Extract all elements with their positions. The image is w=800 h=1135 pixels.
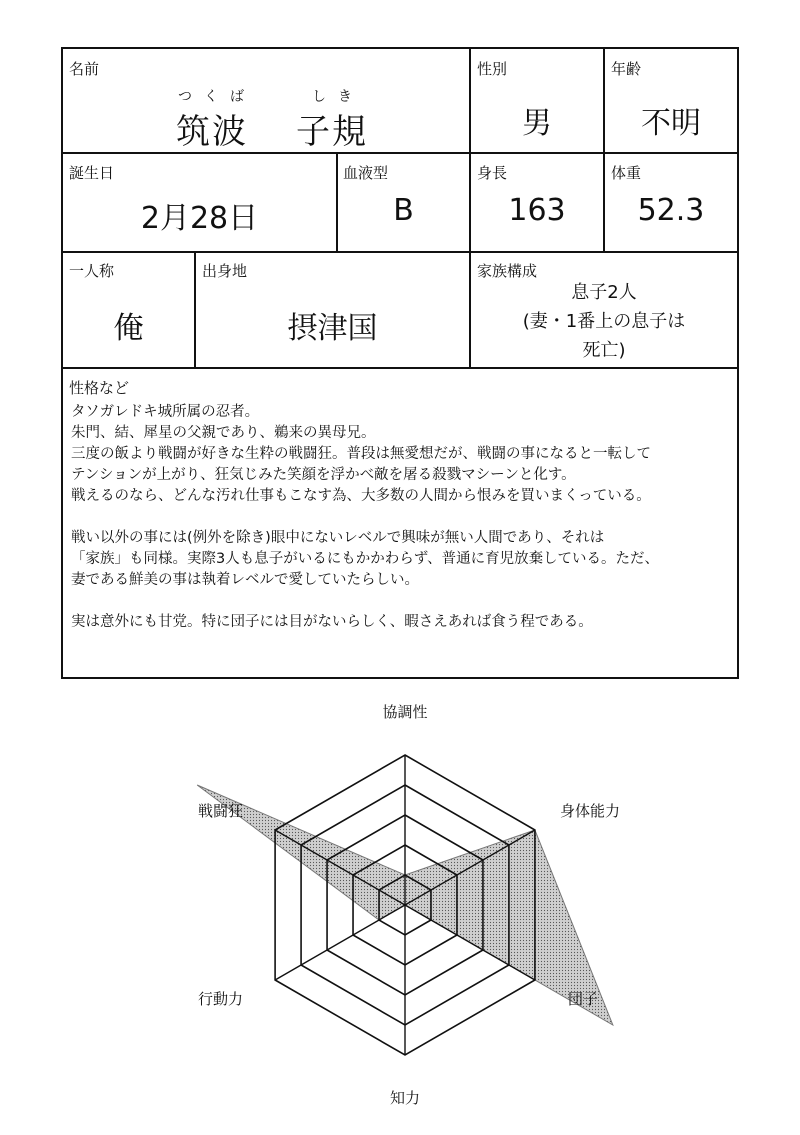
gender-value: 男 — [522, 106, 552, 141]
personality-line: 戦えるのなら、どんな汚れ仕事もこなす為、大多数の人間から恨みを買いまくっている。 — [71, 488, 651, 504]
axis-label-battle-maniac: 戦闘狂 — [197, 802, 243, 820]
birthday-label: 誕生日 — [69, 164, 115, 182]
family-line: 死亡) — [582, 340, 626, 361]
name-given: 子規 — [296, 112, 368, 152]
origin-label: 出身地 — [202, 262, 248, 280]
personality-text — [71, 402, 741, 633]
origin-value: 摂津国 — [287, 311, 378, 346]
family-value — [470, 278, 738, 365]
blood-label: 血液型 — [343, 164, 389, 182]
name-family: 筑波 — [176, 112, 248, 152]
birthday-value: 2月28日 — [140, 201, 259, 236]
personality-line: 朱門、結、犀星の父親であり、鵜来の異母兄。 — [71, 425, 376, 441]
height-label: 身長 — [477, 164, 508, 182]
name-given-ruby: しき — [312, 89, 364, 105]
family-label: 家族構成 — [477, 262, 538, 280]
personality-line: 戦い以外の事には(例外を除き)眼中にないレベルで興味が無い人間であり、それは — [71, 530, 605, 546]
axis-label-physical: 身体能力 — [560, 802, 621, 820]
personality-line: 三度の飯より戦闘が好きな生粋の戦闘狂。普段は無愛想だが、戦闘の事になると一転して — [71, 446, 651, 462]
age-value: 不明 — [641, 106, 701, 141]
personality-line: テンションが上がり、狂気じみた笑顔を浮かべ敵を屠る殺戮マシーンと化す。 — [71, 467, 576, 483]
personality-line: 妻である鮮美の事は執着レベルで愛していたらしい。 — [71, 572, 419, 588]
pronoun-value: 俺 — [113, 311, 144, 346]
axis-label-intelligence: 知力 — [389, 1089, 421, 1107]
personality-label: 性格など — [69, 379, 130, 397]
radar-spoke — [275, 905, 405, 980]
axis-label-action: 行動力 — [197, 990, 243, 1008]
name-family-ruby: つくば — [178, 89, 256, 105]
radar-chart — [0, 700, 800, 1135]
personality-line: 実は意外にも甘党。特に団子には目がないらしく、暇さえあれば食う程である。 — [71, 614, 593, 630]
age-label: 年齢 — [611, 60, 642, 78]
gender-label: 性別 — [477, 60, 508, 78]
personality-line: 「家族」も同様。実際3人も息子がいるにもかかわらず、普通に育児放棄している。ただ、 — [71, 551, 660, 567]
weight-value: 52.3 — [637, 193, 705, 228]
weight-label: 体重 — [611, 164, 642, 182]
height-value: 163 — [508, 193, 566, 228]
axis-label-dango: 団子 — [568, 990, 599, 1008]
axis-label-cooperation: 協調性 — [382, 703, 428, 721]
personality-line: タソガレドキ城所属の忍者。 — [71, 404, 260, 420]
name-label: 名前 — [69, 60, 100, 78]
blood-value: B — [393, 193, 414, 228]
family-line: (妻・1番上の息子は — [522, 311, 686, 332]
family-line: 息子2人 — [571, 282, 637, 303]
pronoun-label: 一人称 — [69, 262, 115, 280]
